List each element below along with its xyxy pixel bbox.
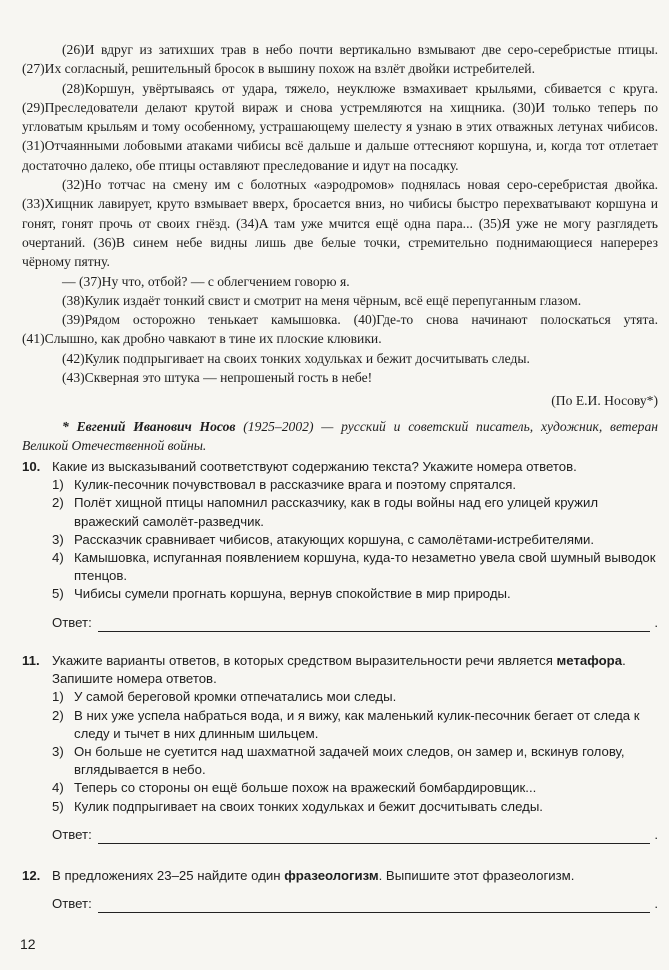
option-4: [52, 549, 658, 585]
option-5: [52, 585, 658, 603]
term-phraseologism: фразеологизм: [284, 868, 379, 883]
option-text: Рассказчик сравнивает чибисов, атакующих коршуна, с самолётами-истребителями.: [74, 531, 595, 547]
task-number: 10.: [22, 459, 41, 474]
option-text: Кулик подпрыгивает на своих тонких ходульках и бежит досчитывать следы.: [74, 798, 543, 814]
option-number: 3): [52, 744, 64, 760]
option-text: Кулик-песочник почувствовал в рассказчике врага и поэтому спрятался.: [74, 477, 517, 493]
paragraph-28: (28)Коршун, увёртываясь от удара, тяжело, неуклюже взмахивает крыльями, сбивается с круга. (29)Преследователи делают крутой вираж и снова устремляются на хищника. (30)И только теперь по угловатым крыльям и тому особенному, устрашающему шелесту я узнаю в этих отважных летунах чибисов. (31)Отчаянными лобовыми атаками чибисы всё дальше и дальше оттесняют коршуна, и, когда тот отлетает достаточно далеко, обе птицы оставляют преследование и идут на посадку.: [22, 80, 658, 173]
paragraph-43: (43)Скверная это штука — непрошеный гость в небе!: [62, 370, 373, 386]
answer-label: Ответ:: [52, 896, 92, 912]
paragraph-37: — (37)Ну что, отбой? — с облегчением говорю я.: [62, 273, 350, 289]
passage-source: (По Е.И. Носову*): [551, 393, 658, 409]
option-text: Чибисы сумели прогнать коршуна, вернув спокойствие в мир природы.: [74, 586, 511, 602]
option-text: Камышовка, испуганная появлением коршуна, куда-то незаметно увела свой шумный выводок птенцов.: [74, 550, 656, 584]
task-12: [22, 867, 658, 913]
answer-field[interactable]: [98, 830, 651, 844]
answer-label: Ответ:: [52, 614, 92, 630]
option-2: [52, 494, 658, 530]
option-number: 4): [52, 550, 64, 566]
task-question: В предложениях 23–25 найдите один фразеологизм. Выпишите этот фразеологизм.: [52, 868, 575, 883]
answer-label: Ответ:: [52, 826, 92, 842]
task-question: Какие из высказываний соответствуют содержанию текста? Укажите номера ответов.: [52, 459, 577, 474]
author-footnote: [22, 417, 658, 455]
task-10: [22, 458, 658, 632]
paragraph-38: (38)Кулик издаёт тонкий свист и смотрит на меня чёрным, всё ещё перепуганным глазом.: [62, 292, 582, 308]
option-text: Полёт хищной птицы напомнил рассказчику, как в годы войны над его улицей кружил вражеский самолёт-разведчик.: [74, 495, 599, 529]
author-description: (1925–2002) — русский и советский писатель, художник, ветеран Великой Отечественной войны.: [22, 418, 658, 453]
option-3: [52, 743, 658, 779]
option-number: 2): [52, 707, 64, 723]
paragraph-42: (42)Кулик подпрыгивает на своих тонких ходульках и бежит досчитывать следы.: [62, 350, 530, 366]
option-number: 1): [52, 689, 64, 705]
answer-row: Ответ: .: [52, 614, 658, 632]
author-name: * Евгений Иванович Носов: [62, 418, 236, 434]
option-number: 5): [52, 586, 64, 602]
option-4: [52, 779, 658, 797]
answer-field[interactable]: [98, 899, 651, 913]
option-number: 3): [52, 531, 64, 547]
task-number: 11.: [22, 653, 40, 668]
answer-field[interactable]: [98, 618, 651, 632]
answer-row: Ответ: .: [52, 895, 658, 913]
option-1: [52, 688, 658, 706]
paragraph-39: (39)Рядом осторожно тенькает камышовка. (40)Где-то снова начинают полоскаться утята. (41)Слышно, как дробно чавкают в тине их плоские клювики.: [22, 312, 658, 347]
option-5: [52, 798, 658, 816]
option-1: [52, 476, 658, 494]
option-text: Теперь со стороны он ещё больше похож на вражеский бомбардировщик...: [74, 780, 537, 796]
option-text: У самой береговой кромки отпечатались мои следы.: [74, 689, 397, 705]
task-11: [22, 652, 658, 844]
term-metaphor: метафора: [556, 653, 623, 668]
option-3: [52, 531, 658, 549]
task-question: Укажите варианты ответов, в которых средством выразительности речи является метафора. Запишите номера ответов.: [52, 653, 626, 687]
paragraph-26: (26)И вдруг из затихших трав в небо почти вертикально взмывают две серо-серебристые птицы. (27)Их согласный, решительный бросок в вышину похож на взлёт двойки истребителей.: [22, 42, 658, 77]
option-number: 1): [52, 477, 64, 493]
page-number: 12: [20, 936, 36, 952]
option-2: [52, 707, 658, 743]
task-number: 12.: [22, 868, 41, 883]
option-text: В них уже успела набраться вода, и я вижу, как маленький кулик-песочник бегает от следа к следу и тычет в них длинным шильцем.: [74, 707, 640, 741]
answer-row: Ответ: .: [52, 826, 658, 844]
option-number: 2): [52, 495, 64, 511]
option-text: Он больше не суетится над шахматной задачей моих следов, он замер и, вскинув голову, вглядывается в небо.: [74, 744, 625, 778]
reading-passage: [22, 40, 658, 455]
option-number: 5): [52, 798, 64, 814]
paragraph-32: (32)Но тотчас на смену им с болотных «аэродромов» поднялась новая серо-серебристая двойка. (33)Хищник лавирует, круто взмывает вверх, бросается вниз, но чибисы быстро перехватывают коршуна и гонят, гонят прочь от своих гнёзд. (34)А там уже мчится ещё одна пара... (35)Я уже не могу разглядеть очертаний. (36)В синем небе видны лишь две белые точки, стремительно поднимающиеся наперерез чёрному пятну.: [22, 177, 658, 270]
option-number: 4): [52, 780, 64, 796]
